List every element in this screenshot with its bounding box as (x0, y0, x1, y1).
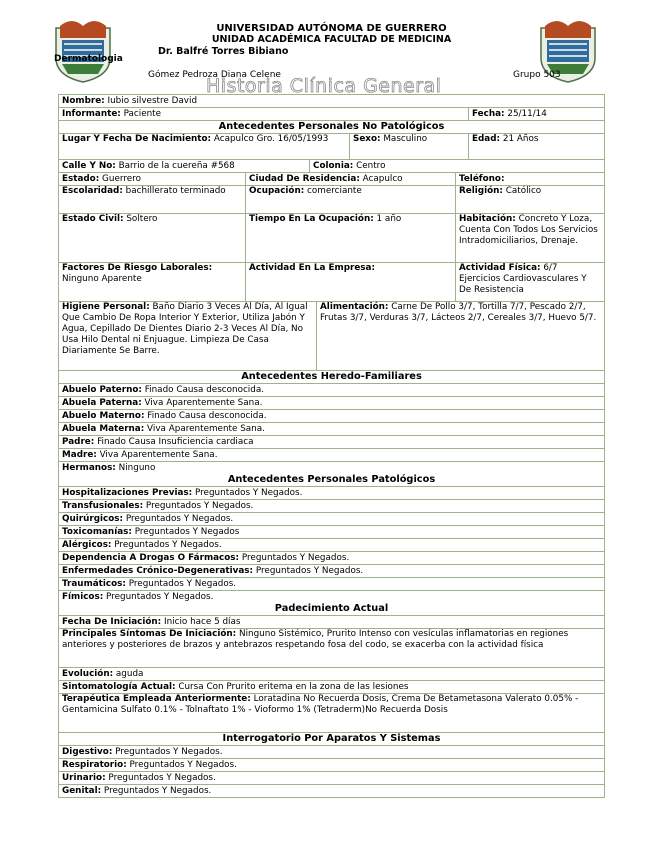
sintomatologia-row (59, 681, 604, 694)
patologico-row (59, 552, 604, 565)
civil-label: Estado Civil: (62, 214, 124, 224)
terapeutica-row (59, 694, 604, 733)
escolaridad-label: Escolaridad: (62, 186, 123, 196)
patologico-label: Enfermedades Crónico-Degenerativas: (62, 566, 254, 576)
patologico-value: Preguntados Y Negados. (253, 566, 364, 576)
section-padecimiento: Padecimiento Actual (59, 603, 604, 616)
heredo-label: Abuelo Paterno: (62, 385, 142, 395)
heredo-label: Abuela Materna: (62, 424, 145, 434)
riesgo-value: Ninguno Aparente (62, 274, 142, 284)
heredo-label: Hermanos: (62, 463, 116, 473)
estado-label: Estado: (62, 174, 100, 184)
ciudad-label: Ciudad De Residencia: (249, 174, 360, 184)
heredo-label: Madre: (62, 450, 97, 460)
heredo-value: Finado Causa Insuficiencia cardiaca (94, 437, 254, 447)
aparato-label: Respiratorio: (62, 760, 127, 770)
evolucion-value: aguda (113, 669, 144, 679)
document-header (0, 0, 655, 96)
estado-civil-row (59, 214, 604, 263)
patologico-label: Alérgicos: (62, 540, 112, 550)
patologico-value: Preguntados Y Negados. (192, 488, 303, 498)
patologico-row (59, 591, 604, 603)
estado-value: Guerrero (99, 174, 141, 184)
alimentacion-value: Carne De Pollo 3/7, Tortilla 7/7, Pescado 2/7, Frutas 3/7, Verduras 3/7, Lácteos 2/7, Cereales 3/7, Huevo 5/7. (320, 302, 597, 323)
clinical-history-form (58, 94, 605, 798)
university-name: UNIVERSIDAD AUTÓNOMA DE GUERRERO (216, 23, 447, 34)
aparato-value: Preguntados Y Negados. (126, 760, 237, 770)
patologico-row (59, 526, 604, 539)
patologico-value: Preguntados Y Negados (131, 527, 240, 537)
aparato-row (59, 759, 604, 772)
doctor-name: Dr. Balfré Torres Bibiano (158, 46, 289, 57)
habitacion-label: Habitación: (459, 214, 516, 224)
riesgo-label: Factores De Riesgo Laborales: (62, 263, 213, 273)
aparato-value: Preguntados Y Negados. (112, 747, 223, 757)
sintomatologia-value: Cursa Con Prurito eritema en la zona de las lesiones (175, 682, 409, 692)
heredo-value: Viva Aparentemente Sana. (144, 424, 265, 434)
lugar-label: Lugar Y Fecha De Nacimiento: (62, 134, 212, 144)
heredo-row (59, 410, 604, 423)
aparato-value: Preguntados Y Negados. (105, 773, 216, 783)
document-title: Historia Clínica General (206, 75, 442, 97)
patologico-label: Quirúrgicos: (62, 514, 124, 524)
patologico-row (59, 565, 604, 578)
patologico-value: Preguntados Y Negados. (239, 553, 350, 563)
section-heredo: Antecedentes Heredo-Familiares (59, 371, 604, 384)
heredo-row (59, 462, 604, 474)
calle-label: Calle Y No: (62, 161, 116, 171)
student-name: Gómez Pedroza Diana Celene (148, 70, 281, 80)
sintomas-row (59, 629, 604, 668)
tiempo-label: Tiempo En La Ocupación: (249, 214, 374, 224)
evolucion-row (59, 668, 604, 681)
heredo-row (59, 436, 604, 449)
riesgo-row (59, 263, 604, 302)
inicio-value: Inicio hace 5 días (161, 617, 241, 627)
escolaridad-row (59, 186, 604, 214)
patologico-label: Toxicomanías: (62, 527, 132, 537)
estado-row (59, 173, 604, 186)
habitacion-value: Concreto Y Loza, Cuenta Con Todos Los Servicios Intradomiciliarios, Drenaje. (459, 214, 598, 246)
patologico-label: Fímicos: (62, 592, 104, 602)
heredo-row (59, 423, 604, 436)
patologico-row (59, 487, 604, 500)
inicio-row (59, 616, 604, 629)
patologico-row (59, 513, 604, 526)
nacimiento-row (59, 134, 604, 160)
heredo-value: Viva Aparentemente Sana. (96, 450, 218, 460)
alimentacion-label: Alimentación: (320, 302, 389, 312)
higiene-row (59, 302, 604, 371)
ocupacion-label: Ocupación: (249, 186, 305, 196)
aparato-row (59, 746, 604, 759)
aparato-label: Digestivo: (62, 747, 113, 757)
calle-row (59, 160, 604, 173)
heredo-value: Finado Causa desconocida. (144, 411, 267, 421)
heredo-value: Ninguno (115, 463, 156, 473)
religion-value: Católico (502, 186, 542, 196)
sintomatologia-label: Sintomatología Actual: (62, 682, 176, 692)
group-label: Grupo 503 (513, 70, 561, 80)
inicio-label: Fecha De Iniciación: (62, 617, 162, 627)
dermatologia-logo-text: Dermatologia (54, 54, 123, 64)
ocupacion-value: comerciante (304, 186, 362, 196)
civil-value: Soltero (123, 214, 158, 224)
informante-label: Informante: (62, 109, 121, 119)
edad-value: 21 Años (500, 134, 539, 144)
fecha-label: Fecha: (472, 109, 505, 119)
faculty-name: UNIDAD ACADÉMICA FACULTAD DE MEDICINA (211, 34, 452, 45)
heredo-row (59, 384, 604, 397)
informante-value: Paciente (120, 109, 162, 119)
patologico-value: Preguntados Y Negados. (143, 501, 254, 511)
aparato-row (59, 772, 604, 785)
colonia-label: Colonia: (313, 161, 354, 171)
aparato-label: Urinario: (62, 773, 106, 783)
heredo-value: Viva Aparentemente Sana. (141, 398, 263, 408)
patologico-label: Dependencia A Drogas O Fármacos: (62, 553, 240, 563)
patologico-row (59, 578, 604, 591)
tiempo-value: 1 año (373, 214, 402, 224)
patologico-value: Preguntados Y Negados. (123, 514, 234, 524)
fisica-label: Actividad Física: (459, 263, 541, 273)
fisica-value: 6/7 Ejercicios Cardiovasculares Y De Resistencia (459, 263, 587, 295)
aparato-label: Genital: (62, 786, 102, 796)
patologico-row (59, 500, 604, 513)
section-patologicos: Antecedentes Personales Patológicos (59, 474, 604, 487)
patologico-label: Traumáticos: (62, 579, 126, 589)
patologico-value: Preguntados Y Negados. (103, 592, 214, 602)
section-interrogatorio: Interrogatorio Por Aparatos Y Sistemas (59, 733, 604, 746)
heredo-row (59, 397, 604, 410)
ciudad-value: Acapulco (359, 174, 403, 184)
aparato-value: Preguntados Y Negados. (101, 786, 212, 796)
higiene-label: Higiene Personal: (62, 302, 150, 312)
escolaridad-value: bachillerato terminado (122, 186, 226, 196)
patologico-label: Hospitalizaciones Previas: (62, 488, 193, 498)
religion-label: Religión: (459, 186, 503, 196)
patologico-value: Preguntados Y Negados. (111, 540, 222, 550)
fecha-value: 25/11/14 (504, 109, 547, 119)
terapeutica-label: Terapéutica Empleada Anteriormente: (62, 694, 251, 704)
nombre-row (59, 95, 604, 108)
sintomas-value: Ninguno Sistémico, Prurito Intenso con vesículas inflamatorias en regiones anteriores y posteriores de brazos y antebrazos respetando fosa del codo, se exacerba con la actividad física (62, 629, 569, 650)
calle-value: Barrio de la cuereña #568 (115, 161, 235, 171)
heredo-label: Abuela Paterna: (62, 398, 142, 408)
evolucion-label: Evolución: (62, 669, 114, 679)
aparato-row (59, 785, 604, 797)
heredo-value: Finado Causa desconocida. (141, 385, 265, 395)
patologico-label: Transfusionales: (62, 501, 144, 511)
sexo-value: Masculino (380, 134, 428, 144)
colonia-value: Centro (353, 161, 386, 171)
higiene-value: Baño Diario 3 Veces Al Día, Al Igual Que Cambio De Ropa Interior Y Exterior, Utiliza Jabón Y Agua, Cepillado De Dientes Diario 2-3 Veces Al Día, No Usa Hilo Dental ni Enjuague. Limpieza De Casa Diariamente Se Barre. (62, 302, 308, 356)
terapeutica-value: Loratadina No Recuerda Dosis, Crema De Betametasona Valerato 0.05% - Gentamicina Sulfato 0.1% - Tolnaftato 1% - Vioformo 1% (Tetraderm)No Recuerda Dosis (62, 694, 579, 715)
telefono-label: Teléfono: (459, 174, 505, 184)
heredo-row (59, 449, 604, 462)
heredo-label: Abuelo Materno: (62, 411, 145, 421)
sintomas-label: Principales Síntomas De Iniciación: (62, 629, 237, 639)
lugar-value: Acapulco Gro. 16/05/1993 (211, 134, 329, 144)
empresa-label: Actividad En La Empresa: (249, 263, 375, 273)
heredo-label: Padre: (62, 437, 95, 447)
nombre-label: Nombre: (62, 96, 105, 106)
informante-row (59, 108, 604, 121)
patologico-value: Preguntados Y Negados. (125, 579, 237, 589)
edad-label: Edad: (472, 134, 501, 144)
nombre-value: Iubio silvestre David (104, 96, 198, 106)
section-no-patologicos: Antecedentes Personales No Patológicos (59, 121, 604, 134)
patologico-row (59, 539, 604, 552)
sexo-label: Sexo: (353, 134, 381, 144)
